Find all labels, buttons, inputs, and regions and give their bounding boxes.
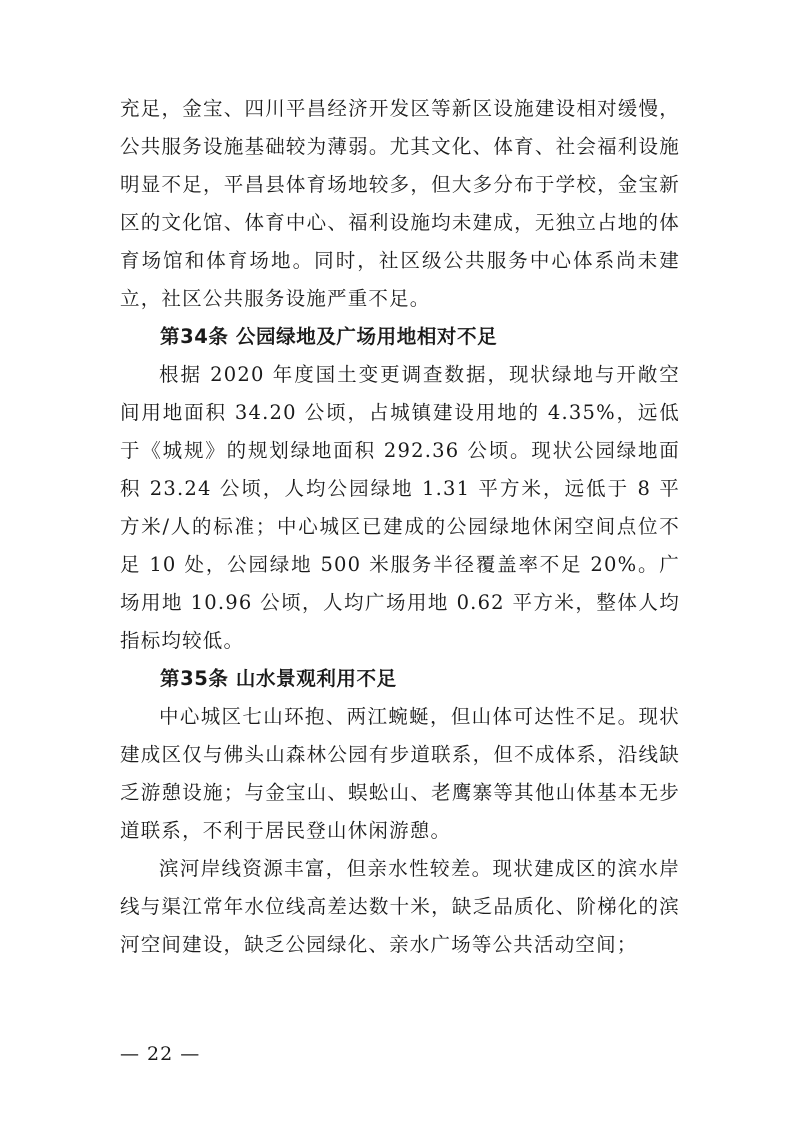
article-34-heading: 第34条 公园绿地及广场用地相对不足 — [160, 325, 498, 348]
paragraph-continuation: 充足，金宝、四川平昌经济开发区等新区设施建设相对缓慢，公共服务设施基础较为薄弱。尤其文化、体育、社会福利设施明显不足，平昌县体育场地较多，但大多分布于学校，金宝新区的文化馆、体育中心、福利设施均未建成，无独立占地的体育场馆和体育场地。同时，社区级公共服务中心体系尚未建立，社区公共服务设施严重不足。 — [120, 97, 680, 310]
article-35-heading: 第35条 山水景观利用不足 — [160, 667, 397, 690]
paragraph-green-space: 根据 2020 年度国土变更调查数据，现状绿地与开敞空间用地面积 34.20 公顷，占城镇建设用地的 4.35%，远低于《城规》的规划绿地面积 292.36 公顷。现状公园绿地面积 23.24 公顷，人均公园绿地 1.31 平方米，远低于 8 平方米/人的标准；中心城区已建成的公园绿地休闲空间点位不足 10 处，公园绿地 500 米服务半径覆盖率不足 20%。广场用地 10.96 公顷，人均广场用地 0.62 平方米，整体人均指标均较低。 — [120, 363, 680, 652]
paragraph-riverside: 滨河岸线资源丰富，但亲水性较差。现状建成区的滨水岸线与渠江常年水位线高差达数十米，缺乏品质化、阶梯化的滨河空间建设，缺乏公园绿化、亲水广场等公共活动空间； — [120, 857, 680, 956]
paragraph-mountains: 中心城区七山环抱、两江蜿蜒，但山体可达性不足。现状建成区仅与佛头山森林公园有步道联系，但不成体系，沿线缺乏游憩设施；与金宝山、蜈蚣山、老鹰寨等其他山体基本无步道联系，不利于居民登山休闲游憩。 — [120, 705, 680, 842]
document-body — [120, 90, 680, 964]
page-number: — 22 — — [120, 1043, 201, 1065]
